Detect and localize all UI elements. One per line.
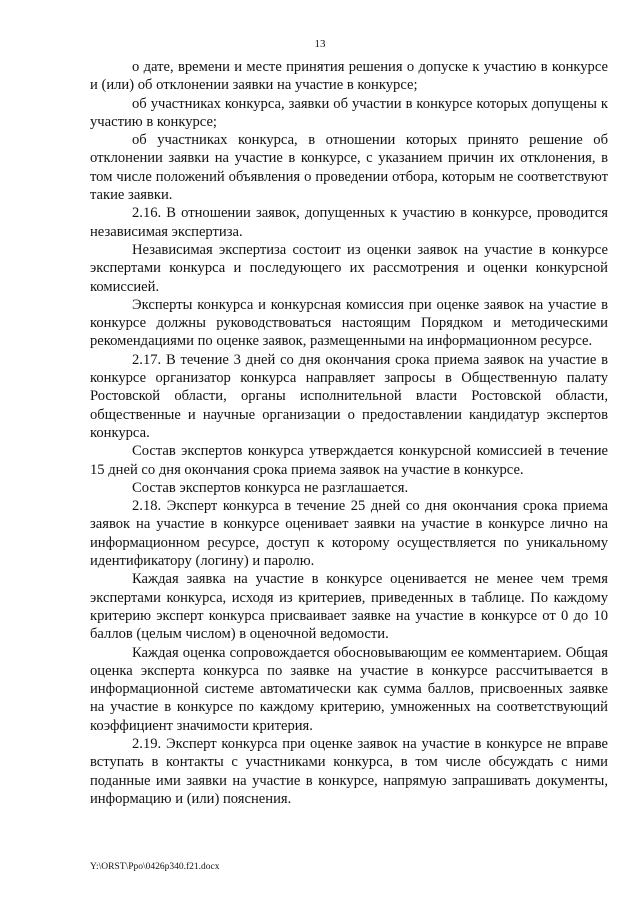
footer-file-path: Y:\ORST\Ppo\0426p340.f21.docx — [90, 862, 220, 872]
paragraph: 2.17. В течение 3 дней со дня окончания срока приема заявок на участие в конкурсе организатор конкурса направляет запросы в Общественную палату Ростовской области, органы исполнительной власти Ростовской области, общественные и научные организации о предоставлении кандидатур экспертов конкурса. — [90, 351, 608, 441]
paragraph: о дате, времени и месте принятия решения о допуске к участию в конкурсе и (или) об отклонении заявки на участие в конкурсе; — [90, 59, 608, 94]
paragraph: 2.16. В отношении заявок, допущенных к участию в конкурсе, проводится независимая экспертиза. — [90, 205, 608, 240]
paragraph: Независимая экспертиза состоит из оценки заявок на участие в конкурсе экспертами конкурса и последующего их рассмотрения и оценки конкурсной комиссией. — [90, 241, 608, 295]
paragraph: 2.19. Эксперт конкурса при оценке заявок на участие в конкурсе не вправе вступать в контакты с участниками конкурса, в том числе обсуждать с ними поданные ими заявки на участие в конкурсе, напрямую запрашивать документы, информацию и (или) пояснения. — [90, 735, 608, 807]
paragraph: Каждая оценка сопровождается обосновывающим ее комментарием. Общая оценка эксперта конкурса по заявке на участие в конкурсе рассчитывается в информационной системе автоматически как сумма баллов, присвоенных заявке на участие в конкурсе по каждому критерию, умноженных на соответствующий коэффициент значимости критерия. — [90, 644, 608, 734]
paragraph: Состав экспертов конкурса утверждается конкурсной комиссией в течение 15 дней со дня окончания срока приема заявок на участие в конкурсе. — [90, 443, 608, 478]
paragraph: Эксперты конкурса и конкурсная комиссия при оценке заявок на участие в конкурсе должны руководствоваться настоящим Порядком и методическими рекомендациями по оценке заявок, размещенными на информационном ресурсе. — [90, 296, 608, 350]
paragraph: об участниках конкурса, в отношении которых принято решение об отклонении заявки на участие в конкурсе, с указанием причин их отклонения, в том числе положений объявления о проведении отбора, которым не соответствуют такие заявки. — [90, 132, 608, 204]
paragraph: об участниках конкурса, заявки об участии в конкурсе которых допущены к участию в конкурсе; — [90, 95, 608, 130]
paragraph: Состав экспертов конкурса не разглашается. — [132, 479, 409, 496]
paragraph: Каждая заявка на участие в конкурсе оценивается не менее чем тремя экспертами конкурса, исходя из критериев, приведенных в таблице. По каждому критерию эксперт конкурса присваивает заявке на участие в конкурсе от 0 до 10 баллов (целым числом) в оценочной ведомости. — [90, 571, 608, 643]
page-number: 13 — [314, 38, 326, 50]
document-body — [90, 58, 608, 808]
paragraph: 2.18. Эксперт конкурса в течение 25 дней со дня окончания срока приема заявок на участие в конкурсе оценивает заявки на участие в конкурсе лично на информационном ресурсе, доступ к которому осуществляется по уникальному идентификатору (логину) и паролю. — [90, 498, 608, 570]
